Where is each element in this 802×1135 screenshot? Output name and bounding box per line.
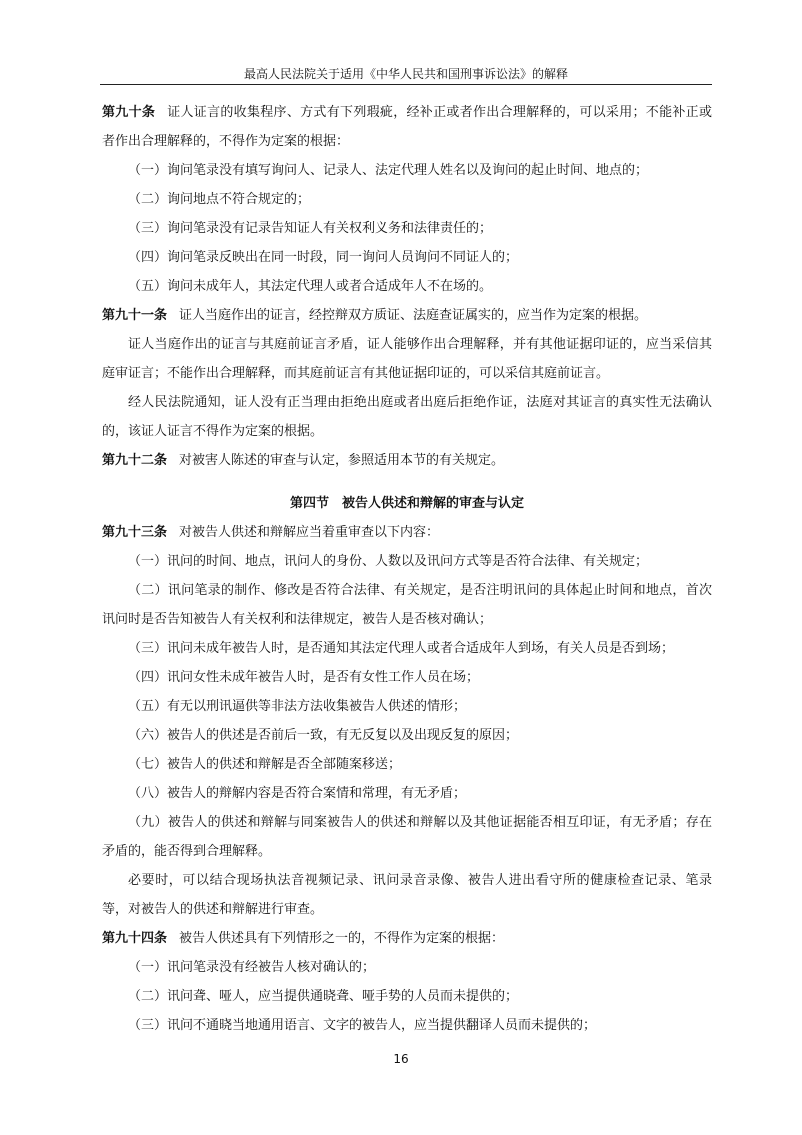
list-item: （一）讯问的时间、地点，讯问人的身份、人数以及讯问方式等是否符合法律、有关规定； — [128, 554, 649, 569]
section-heading: 第四节 被告人供述和辩解的审查与认定 — [289, 496, 524, 511]
article-text: 被告人供述具有下列情形之一的，不得作为定案的根据： — [179, 931, 505, 946]
list-item: （四）询问笔录反映出在同一时段，同一询问人员询问不同证人的； — [128, 250, 519, 265]
header-rule — [100, 84, 712, 85]
list-item: （六）被告人的供述是否前后一致，有无反复以及出现反复的原因； — [128, 728, 519, 743]
list-item: （七）被告人的供述和辩解是否全部随案移送； — [128, 757, 402, 772]
paragraph: 经人民法院通知，证人没有正当理由拒绝出庭或者出庭后拒绝作证，法庭对其证言的真实性无法确认的，该证人证言不得作为定案的根据。 — [102, 395, 712, 439]
list-item: （二）讯问聋、哑人，应当提供通晓聋、哑手势的人员而未提供的； — [128, 989, 519, 1004]
list-item: （三）询问笔录没有记录告知证人有关权利义务和法律责任的； — [128, 221, 493, 236]
list-item: （五）询问未成年人，其法定代理人或者合适成年人不在场的。 — [128, 279, 493, 294]
page-number: 16 — [393, 1052, 409, 1066]
list-item: （四）讯问女性未成年被告人时，是否有女性工作人员在场； — [128, 670, 480, 685]
article-number: 第九十四条 — [102, 931, 168, 946]
list-item: （三）讯问不通晓当地通用语言、文字的被告人，应当提供翻译人员而未提供的； — [128, 1018, 597, 1033]
list-item: （二）讯问笔录的制作、修改是否符合法律、有关规定，是否注明讯问的具体起止时间和地点，首次讯问时是否告知被告人有关权利和法律规定，被告人是否核对确认； — [102, 583, 712, 627]
list-item: （八）被告人的辩解内容是否符合案情和常理，有无矛盾； — [128, 786, 467, 801]
list-item: （五）有无以刑讯逼供等非法方法收集被告人供述的情形； — [128, 699, 467, 714]
article-text: 证人当庭作出的证言，经控辩双方质证、法庭查证属实的，应当作为定案的根据。 — [179, 308, 648, 323]
running-header: 最高人民法院关于适用《中华人民共和国刑事诉讼法》的解释 — [243, 67, 568, 81]
list-item: （三）讯问未成年被告人时，是否通知其法定代理人或者合适成年人到场，有关人员是否到场； — [128, 641, 675, 656]
article-text: 对被告人供述和辩解应当着重审查以下内容： — [179, 525, 440, 540]
document-body — [102, 98, 712, 1040]
paragraph: 证人当庭作出的证言与其庭前证言矛盾，证人能够作出合理解释，并有其他证据印证的，应当采信其庭审证言；不能作出合理解释，而其庭前证言有其他证据印证的，可以采信其庭前证言。 — [102, 337, 712, 381]
list-item: （二）询问地点不符合规定的； — [128, 192, 311, 207]
list-item: （九）被告人的供述和辩解与同案被告人的供述和辩解以及其他证据能否相互印证，有无矛盾；存在矛盾的，能否得到合理解释。 — [102, 815, 712, 859]
article-92 — [102, 446, 712, 475]
paragraph: 必要时，可以结合现场执法音视频记录、讯问录音录像、被告人进出看守所的健康检查记录、笔录等，对被告人的供述和辩解进行审查。 — [102, 873, 712, 917]
article-91 — [102, 301, 712, 330]
article-number: 第九十条 — [102, 105, 156, 120]
article-90 — [102, 98, 712, 156]
list-item: （一）询问笔录没有填写询问人、记录人、法定代理人姓名以及询问的起止时间、地点的； — [128, 163, 649, 178]
article-number: 第九十三条 — [102, 525, 168, 540]
article-93 — [102, 518, 712, 547]
article-number: 第九十一条 — [102, 308, 168, 323]
article-94 — [102, 924, 712, 953]
list-item: （一）讯问笔录没有经被告人核对确认的； — [128, 960, 376, 975]
article-text: 对被害人陈述的审查与认定，参照适用本节的有关规定。 — [179, 453, 505, 468]
article-text: 证人证言的收集程序、方式有下列瑕疵，经补正或者作出合理解释的，可以采用；不能补正或者作出合理解释的，不得作为定案的根据： — [102, 105, 712, 149]
article-number: 第九十二条 — [102, 453, 168, 468]
